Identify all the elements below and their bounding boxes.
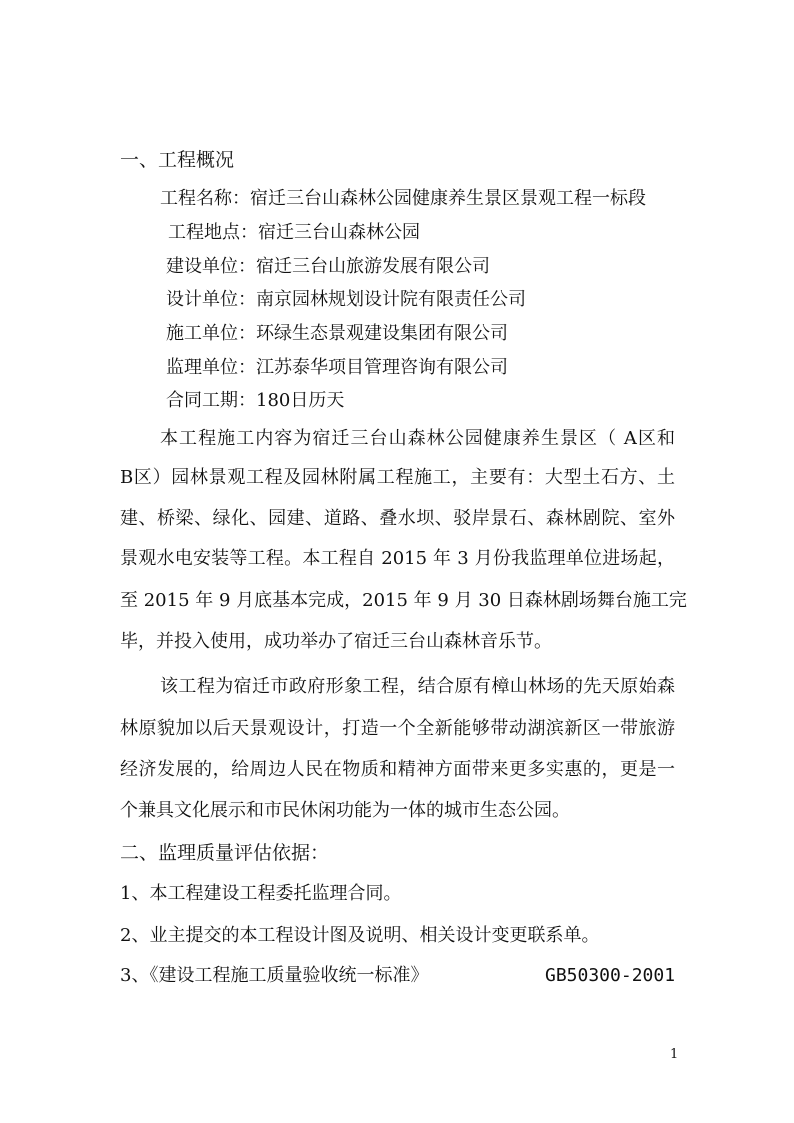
paragraph-line: B区）园林景观工程及园林附属工程施工，主要有：大型土石方、土 xyxy=(120,467,675,488)
section1-heading: 一、工程概况 xyxy=(120,149,235,171)
section2-heading: 二、监理质量评估依据： xyxy=(120,842,330,864)
paragraph-line: 经济发展的，给周边人民在物质和精神方面带来更多实惠的，更是一 xyxy=(120,759,675,780)
paragraph-line: 该工程为宿迁市政府形象工程，结合原有樟山林场的先天原始森 xyxy=(160,676,675,697)
field-contract-period: 合同工期：180日历天 xyxy=(166,390,345,411)
standard-code: GB50300-2001 xyxy=(545,965,676,986)
paragraph-line: 林原貌加以后天景观设计，打造一个全新能够带动湖滨新区一带旅游 xyxy=(120,718,675,739)
basis-item-2: 2、业主提交的本工程设计图及说明、相关设计变更联系单。 xyxy=(120,925,600,946)
paragraph-line: 毕，并投入使用，成功举办了宿迁三台山森林音乐节。 xyxy=(120,631,552,652)
basis-item-3: 3、《建设工程施工质量验收统一标准》 xyxy=(120,965,429,986)
field-designer: 设计单位：南京园林规划设计院有限责任公司 xyxy=(166,289,526,310)
paragraph-line: 个兼具文化展示和市民休闲功能为一体的城市生态公园。 xyxy=(120,800,570,821)
paragraph-line: 景观水电安装等工程。本工程自 2015 年 3 月份我监理单位进场起， xyxy=(120,548,675,569)
field-contractor: 施工单位：环绿生态景观建设集团有限公司 xyxy=(166,323,508,344)
paragraph-line: 本工程施工内容为宿迁三台山森林公园健康养生景区（ A区和 xyxy=(160,428,675,449)
field-owner: 建设单位：宿迁三台山旅游发展有限公司 xyxy=(166,256,490,277)
field-project-location: 工程地点：宿迁三台山森林公园 xyxy=(168,222,420,243)
paragraph-line: 至 2015 年 9 月底基本完成，2015 年 9 月 30 日森林剧场舞台施工完 xyxy=(120,590,687,611)
paragraph-line: 建、桥梁、绿化、园建、道路、叠水坝、驳岸景石、森林剧院、室外 xyxy=(120,508,675,529)
field-supervisor: 监理单位：江苏泰华项目管理咨询有限公司 xyxy=(166,357,508,378)
page-number: 1 xyxy=(670,1047,679,1062)
basis-item-1: 1、本工程建设工程委托监理合同。 xyxy=(120,883,402,904)
field-project-name: 工程名称：宿迁三台山森林公园健康养生景区景观工程一标段 xyxy=(160,188,646,209)
